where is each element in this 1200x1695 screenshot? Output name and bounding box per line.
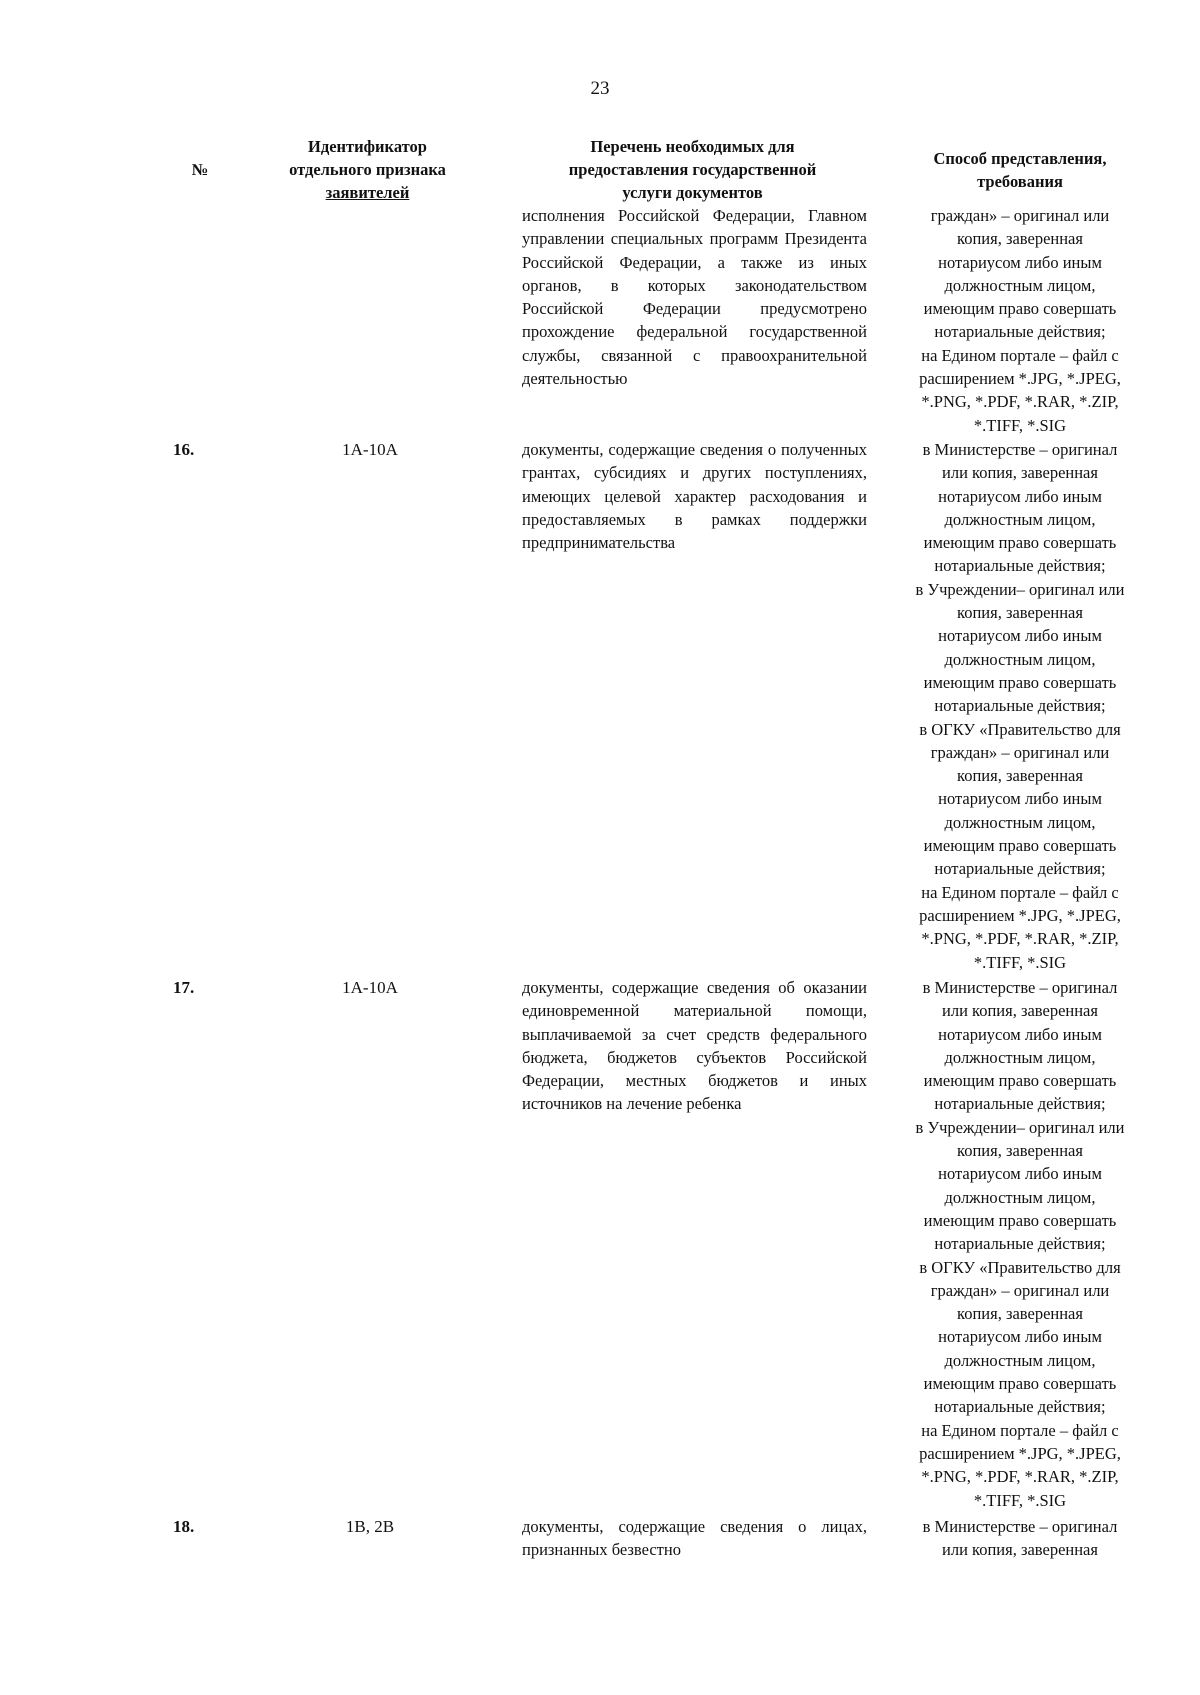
- method-line: нотариальные действия;: [934, 1397, 1106, 1417]
- method-line: копия, заверенная: [957, 229, 1083, 249]
- method-line: должностным лицом,: [944, 1350, 1096, 1370]
- method-line: копия, заверенная: [957, 1141, 1083, 1161]
- header-method: [890, 147, 1150, 193]
- method-line: в Учреждении– оригинал или: [915, 579, 1125, 599]
- method-line: должностным лицом,: [944, 509, 1096, 529]
- header-method-line: требования: [977, 172, 1063, 191]
- method-line: нотариусом либо иным: [938, 486, 1102, 506]
- method-line: граждан» – оригинал или: [930, 742, 1110, 762]
- row-identifier: 1А-10А: [342, 440, 398, 459]
- method-line: нотариальные действия;: [934, 322, 1106, 342]
- method-line: *.PNG, *.PDF, *.RAR, *.ZIP,: [921, 929, 1119, 949]
- method-line: на Едином портале – файл с: [921, 345, 1119, 365]
- method-line: или копия, заверенная: [942, 463, 1098, 483]
- method-line: имеющим право совершать: [923, 533, 1117, 553]
- method-line: нотариусом либо иным: [938, 1164, 1102, 1184]
- method-line: в ОГКУ «Правительство для: [919, 719, 1121, 739]
- header-identifier-line: заявителей: [325, 183, 410, 202]
- method-line: граждан» – оригинал или: [930, 1280, 1110, 1300]
- method-line: имеющим право совершать: [923, 672, 1117, 692]
- method-line: на Едином портале – файл с: [921, 882, 1119, 902]
- row-method: [885, 1515, 1155, 1562]
- row-documents: документы, содержащие сведения об оказании единовременной материальной помощи, выплачиваемой за счет средств федерального бюджета, бюджетов субъектов Российской Федерации, местных бюджетов и иных источников на лечение ребенка: [522, 978, 867, 1114]
- method-line: имеющим право совершать: [923, 836, 1117, 856]
- header-identifier-line: Идентификатор: [308, 137, 427, 156]
- method-line: должностным лицом,: [944, 1047, 1096, 1067]
- method-line: имеющим право совершать: [923, 1374, 1117, 1394]
- continuation-documents: исполнения Российской Федерации, Главном управлении специальных программ Президента Российской Федерации, а также из иных органов, в которых законодательством Российской Федерации предусмотрено прохождение федеральной государственной службы, связанной с правоохранительной деятельностью: [522, 206, 867, 389]
- header-identifier-line: отдельного признака: [289, 160, 446, 179]
- row-number: 17.: [173, 978, 195, 997]
- method-line: нотариальные действия;: [934, 696, 1106, 716]
- continuation-method: [885, 204, 1155, 437]
- method-line: или копия, заверенная: [942, 1001, 1098, 1021]
- row-documents: документы, содержащие сведения о полученных грантах, субсидиях и других поступлениях, имеющих целевой характер расходования и предоставляемых в рамках поддержки предпринимательства: [522, 440, 867, 553]
- method-line: *.PNG, *.PDF, *.RAR, *.ZIP,: [921, 392, 1119, 412]
- method-line: копия, заверенная: [957, 766, 1083, 786]
- header-identifier: [255, 135, 480, 204]
- method-line: имеющим право совершать: [923, 1210, 1117, 1230]
- method-line: должностным лицом,: [944, 649, 1096, 669]
- method-line: имеющим право совершать: [923, 1071, 1117, 1091]
- method-line: в ОГКУ «Правительство для: [919, 1257, 1121, 1277]
- method-line: нотариальные действия;: [934, 556, 1106, 576]
- method-line: должностным лицом,: [944, 275, 1096, 295]
- method-line: копия, заверенная: [957, 603, 1083, 623]
- method-line: копия, заверенная: [957, 1304, 1083, 1324]
- row-documents: документы, содержащие сведения о лицах, признанных безвестно: [522, 1517, 867, 1560]
- page-number: 23: [590, 78, 610, 99]
- row-method: [885, 976, 1155, 1512]
- method-line: в Министерстве – оригинал: [922, 1517, 1118, 1536]
- method-line: расширением *.JPG, *.JPEG,: [919, 905, 1121, 925]
- row-number: 18.: [173, 1517, 195, 1536]
- method-line: *.PNG, *.PDF, *.RAR, *.ZIP,: [921, 1467, 1119, 1487]
- method-line: в Министерстве – оригинал: [922, 978, 1118, 997]
- method-line: должностным лицом,: [944, 1187, 1096, 1207]
- header-documents-line: предоставления государственной: [568, 160, 817, 179]
- row-method: [885, 438, 1155, 974]
- method-line: нотариусом либо иным: [938, 626, 1102, 646]
- method-line: имеющим право совершать: [923, 299, 1117, 319]
- row-identifier: 1А-10А: [342, 978, 398, 997]
- method-line: нотариусом либо иным: [938, 252, 1102, 272]
- method-line: нотариальные действия;: [934, 1234, 1106, 1254]
- header-method-line: Способ представления,: [933, 149, 1107, 168]
- method-line: *.TIFF, *.SIG: [973, 415, 1067, 435]
- header-documents-line: Перечень необходимых для: [590, 137, 795, 156]
- method-line: нотариусом либо иным: [938, 789, 1102, 809]
- header-documents: [515, 135, 870, 204]
- method-line: или копия, заверенная: [942, 1540, 1098, 1560]
- row-identifier: 1В, 2В: [345, 1517, 395, 1536]
- method-line: нотариальные действия;: [934, 1094, 1106, 1114]
- row-number: 16.: [173, 440, 195, 459]
- header-documents-line: услуги документов: [622, 183, 763, 202]
- header-number: №: [191, 160, 209, 179]
- method-line: нотариальные действия;: [934, 859, 1106, 879]
- method-line: нотариусом либо иным: [938, 1024, 1102, 1044]
- method-line: *.TIFF, *.SIG: [973, 952, 1067, 972]
- method-line: на Едином портале – файл с: [921, 1420, 1119, 1440]
- method-line: расширением *.JPG, *.JPEG,: [919, 1443, 1121, 1463]
- method-line: расширением *.JPG, *.JPEG,: [919, 369, 1121, 389]
- method-line: *.TIFF, *.SIG: [973, 1490, 1067, 1510]
- method-line: в Министерстве – оригинал: [922, 440, 1118, 459]
- method-line: должностным лицом,: [944, 812, 1096, 832]
- method-line: граждан» – оригинал или: [930, 206, 1110, 225]
- method-line: в Учреждении– оригинал или: [915, 1117, 1125, 1137]
- method-line: нотариусом либо иным: [938, 1327, 1102, 1347]
